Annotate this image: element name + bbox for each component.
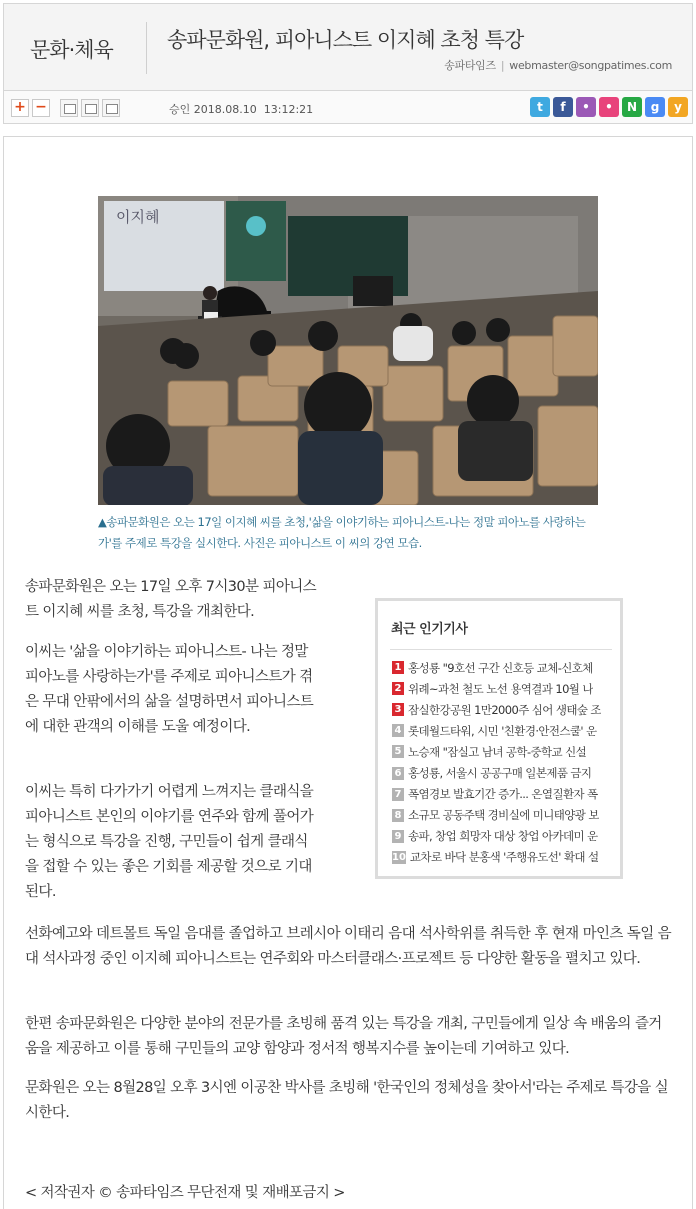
rank-badge: 2 <box>392 682 404 695</box>
popular-article-item[interactable] <box>392 805 612 826</box>
rank-badge: 7 <box>392 788 404 801</box>
yozm-icon[interactable]: • <box>599 97 619 117</box>
rank-badge: 8 <box>392 809 404 822</box>
popular-article-item[interactable] <box>392 847 612 868</box>
screen-text: 이지혜 <box>116 208 160 226</box>
article-photo <box>98 196 598 505</box>
popular-article-item[interactable] <box>392 678 612 699</box>
reporter-email[interactable]: webmaster@songpatimes.com <box>509 59 672 72</box>
font-decrease-button[interactable]: − <box>32 99 50 117</box>
rank-badge: 9 <box>392 830 404 843</box>
published-label: 승인 <box>169 103 191 116</box>
article-paragraph-6: 문화원은 오는 8월28일 오후 3시엔 이공찬 박사를 초빙해 '한국인의 정체성을 찾아서'라는 주제로 특강을 실시한다. <box>25 1080 669 1121</box>
popular-article-link[interactable]: 교차로 바닥 분홍색 '주행유도선' 확대 설 <box>409 850 599 865</box>
article-paragraph-3: 이씨는 특히 다가가기 어렵게 느껴지는 클래식을 피아니스트 본인의 이야기를 연주와 함께 풀어가는 형식으로 특강을 진행, 구민들이 쉽게 클래식을 접할 수 있는 좋은 기회를 제공할 것으로 기대된다. <box>25 784 314 900</box>
google-icon[interactable]: g <box>645 97 665 117</box>
popular-article-item[interactable] <box>392 826 612 847</box>
twitter-icon[interactable]: t <box>530 97 550 117</box>
popular-article-item[interactable] <box>392 784 612 805</box>
popular-article-item[interactable] <box>392 741 612 762</box>
section-label[interactable]: 문화·체육 <box>30 38 113 62</box>
popular-article-item[interactable] <box>392 720 612 741</box>
photo-caption: ▲송파문화원은 오는 17일 이지혜 씨를 초청,'삶을 이야기하는 피아니스트-나는 정말 피아노를 사랑하는가'를 주제로 특강을 실시한다. 사진은 피아니스트 이 씨의 강연 모습. <box>98 515 586 550</box>
popular-articles-list <box>392 657 612 868</box>
naver-icon[interactable]: N <box>622 97 642 117</box>
popular-articles-box <box>375 598 623 879</box>
popular-article-link[interactable]: 잠실한강공원 1만2000주 심어 생태숲 조 <box>408 702 601 717</box>
popular-article-link[interactable]: 롯데월드타워, 시민 '친환경·안전스쿨' 운 <box>408 723 597 738</box>
popular-article-item[interactable] <box>392 699 612 720</box>
print-icon[interactable] <box>60 99 78 117</box>
rank-badge: 3 <box>392 703 404 716</box>
article-paragraph-2: 이씨는 '삶을 이야기하는 피아니스트- 나는 정말 피아노를 사랑하는가'를 주제로 피아니스트가 겪은 무대 안팎에서의 삶을 설명하면서 피아니스트에 대한 관객의 이해를 도울 예정이다. <box>25 644 314 735</box>
popular-article-link[interactable]: 폭염경보 발효기간 증가... 온열질환자 폭 <box>408 787 598 802</box>
article-paragraph-5: 한편 송파문화원은 다양한 분야의 전문가를 초빙해 품격 있는 특강을 개최, 구민들에게 일상 속 배움의 즐거움을 제공하고 이를 통해 구민들의 교양 함양과 정서적 행복지수를 높이는데 기여하고 있다. <box>25 1016 662 1057</box>
byline <box>444 57 672 73</box>
popular-article-link[interactable]: 홍성룡 "9호선 구간 신호등 교체-신호체 <box>408 660 593 675</box>
article-toolbar <box>3 91 693 124</box>
article-header <box>3 3 693 91</box>
popular-divider <box>390 649 612 650</box>
me2day-icon[interactable]: • <box>576 97 596 117</box>
rank-badge: 5 <box>392 745 404 758</box>
report-icon[interactable] <box>102 99 120 117</box>
popular-article-link[interactable]: 소규모 공동주택 경비실에 미니태양광 보 <box>408 808 599 823</box>
article-paragraph-4: 선화예고와 데트몰트 독일 음대를 졸업하고 브레시아 이태리 음대 석사학위를 취득한 후 현재 마인츠 독일 음대 석사과정 중인 이지혜 피아니스트는 연주회와 마스터클래스·프로젝트 등 다양한 활동을 펼치고 있다. <box>25 926 672 967</box>
popular-article-item[interactable] <box>392 657 612 678</box>
rank-badge: 6 <box>392 767 404 780</box>
published-time: 13:12:21 <box>263 103 314 116</box>
header-divider <box>146 22 147 74</box>
font-increase-button[interactable]: + <box>11 99 29 117</box>
email-icon[interactable] <box>81 99 99 117</box>
copyright-notice: < 저작권자 © 송파타임즈 무단전재 및 재배포금지 > <box>25 1185 345 1201</box>
facebook-icon[interactable]: f <box>553 97 573 117</box>
rank-badge: 1 <box>392 661 404 674</box>
lecture-scene-illustration <box>98 196 598 505</box>
publisher-name: 송파타임즈 <box>444 59 496 72</box>
published-timestamp <box>169 101 313 117</box>
popular-articles-title: 최근 인기기사 <box>391 622 468 637</box>
article-paragraph-1: 송파문화원은 오는 17일 오후 7시30분 피아니스트 이지혜 씨를 초청, 특강을 개최한다. <box>25 579 317 620</box>
rank-badge: 10 <box>392 851 406 863</box>
rank-badge: 4 <box>392 724 404 737</box>
popular-article-link[interactable]: 홍성룡, 서울시 공공구매 일본제품 금지 <box>408 766 592 781</box>
published-date: 2018.08.10 <box>193 103 257 116</box>
popular-article-link[interactable]: 위례~과천 철도 노선 용역결과 10월 나 <box>408 681 593 696</box>
article-title: 송파문화원, 피아니스트 이지혜 초청 특강 <box>167 28 524 52</box>
yahoo-icon[interactable]: y <box>668 97 688 117</box>
byline-separator: | <box>500 59 505 72</box>
popular-article-link[interactable]: 송파, 창업 희망자 대상 창업 아카데미 운 <box>408 829 598 844</box>
popular-article-item[interactable] <box>392 762 612 783</box>
popular-article-link[interactable]: 노승재 "잠실고 남녀 공학-중학교 신설 <box>408 744 587 759</box>
